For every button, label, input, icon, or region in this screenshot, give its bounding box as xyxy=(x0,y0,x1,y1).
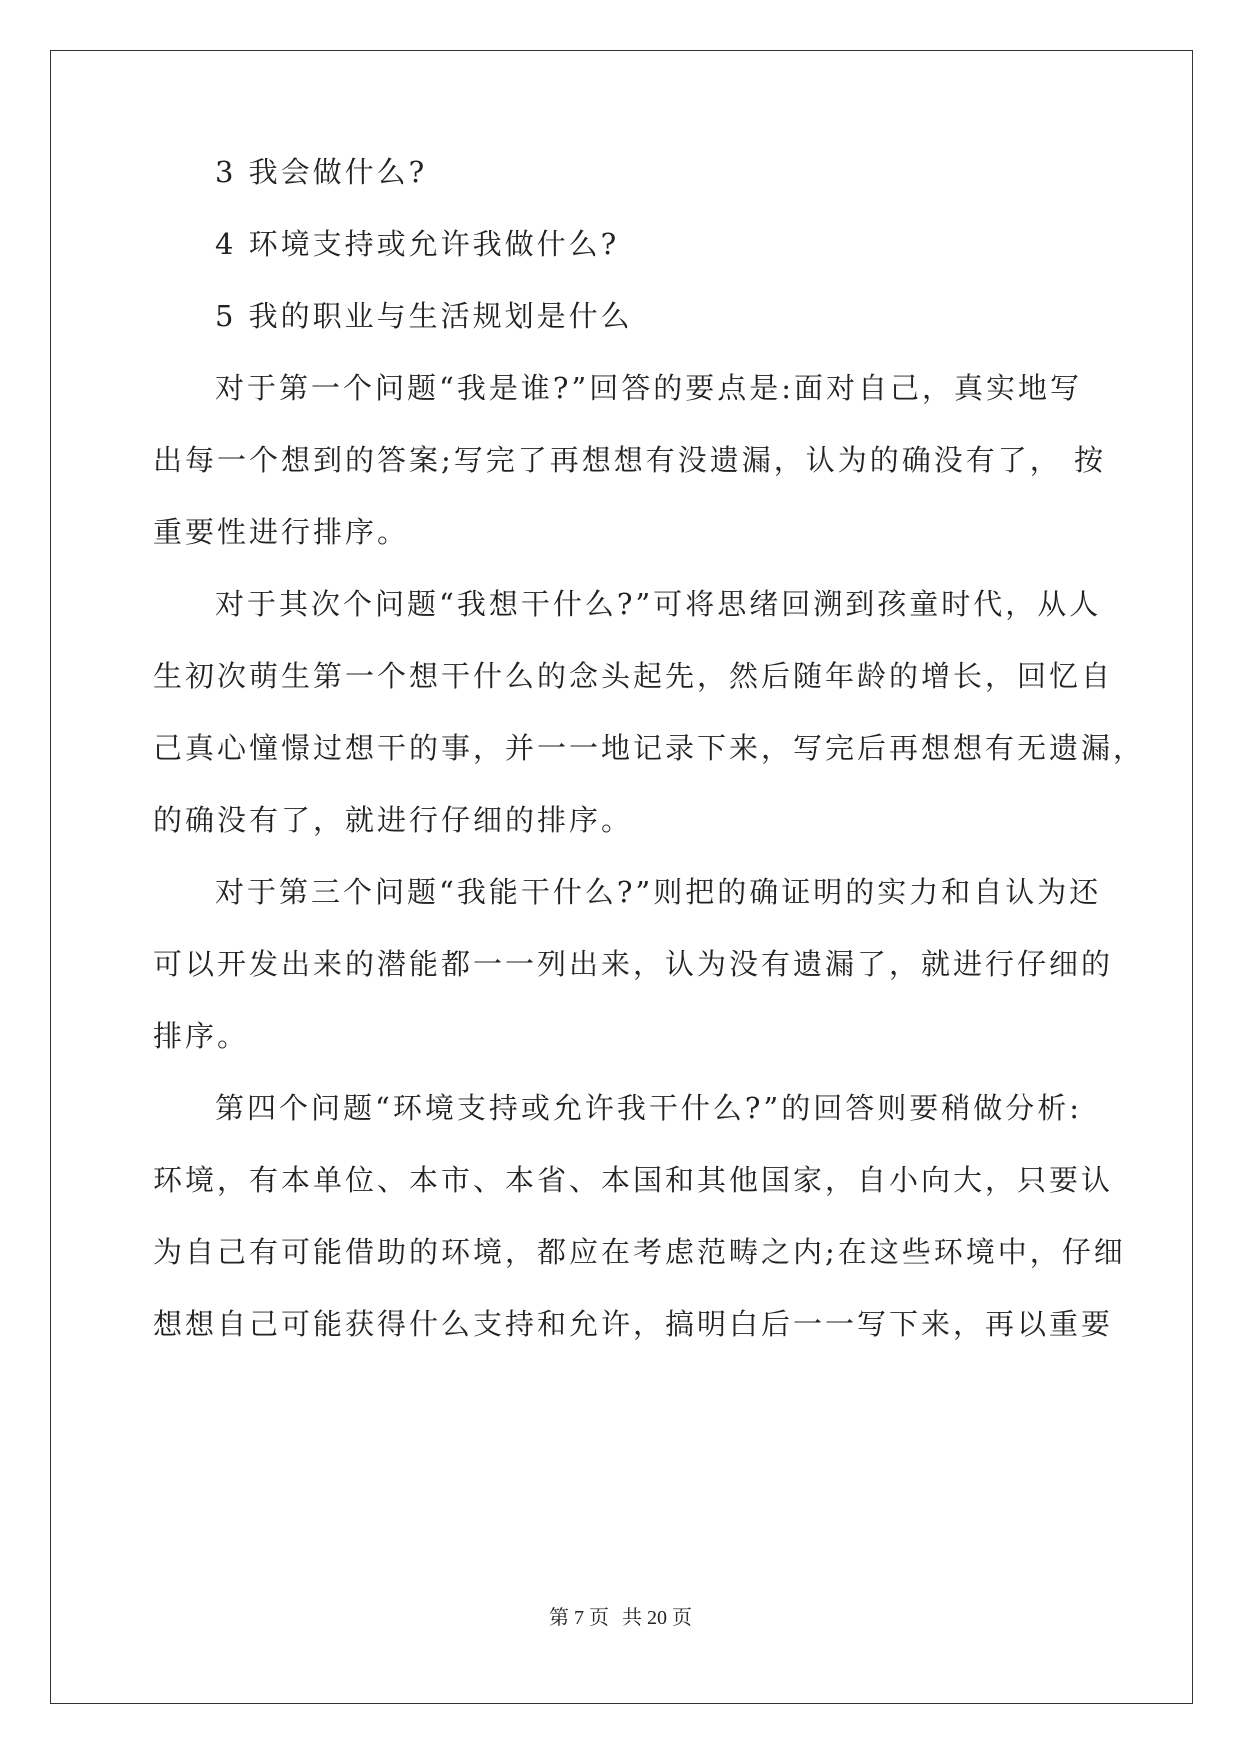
paragraph-2-line-1: 对于其次个问题“我想干什么?”可将思绪回溯到孩童时代，从人 xyxy=(215,587,1102,621)
paragraph-2-line-2: 生初次萌生第一个想干什么的念头起先，然后随年龄的增长，回忆自 xyxy=(153,659,1114,693)
page-number: 第 7 页 xyxy=(549,1607,609,1629)
paragraph-3-line-2: 可以开发出来的潜能都一一列出来，认为没有遗漏了，就进行仔细的 xyxy=(153,947,1114,981)
list-item-5: 5 我的职业与生活规划是什么 xyxy=(215,299,633,333)
paragraph-4-line-3: 为自己有可能借助的环境，都应在考虑范畴之内;在这些环境中，仔细 xyxy=(153,1235,1126,1269)
paragraph-4-line-4: 想想自己可能获得什么支持和允许，搞明白后一一写下来，再以重要 xyxy=(153,1307,1114,1341)
paragraph-2-line-4: 的确没有了，就进行仔细的排序。 xyxy=(153,803,634,837)
paragraph-2-line-3: 己真心憧憬过想干的事，并一一地记录下来，写完后再想想有无遗漏， xyxy=(153,731,1146,765)
paragraph-3-line-1: 对于第三个问题“我能干什么?”则把的确证明的实力和自认为还 xyxy=(215,875,1102,909)
list-item-4: 4 环境支持或允许我做什么? xyxy=(215,227,620,261)
paragraph-1-line-1: 对于第一个问题“我是谁?”回答的要点是:面对自己，真实地写 xyxy=(215,371,1082,405)
page-footer xyxy=(0,1605,1241,1631)
paragraph-1-line-2: 出每一个想到的答案;写完了再想想有没遗漏，认为的确没有了， 按 xyxy=(153,443,1106,477)
paragraph-4-line-1: 第四个问题“环境支持或允许我干什么?”的回答则要稍做分析: xyxy=(215,1091,1082,1125)
list-item-3: 3 我会做什么? xyxy=(215,155,428,189)
paragraph-3-line-3: 排序。 xyxy=(153,1019,250,1053)
page-total: 共 20 页 xyxy=(622,1607,692,1629)
paragraph-4-line-2: 环境，有本单位、本市、本省、本国和其他国家，自小向大，只要认 xyxy=(153,1163,1114,1197)
paragraph-1-line-3: 重要性进行排序。 xyxy=(153,515,410,549)
